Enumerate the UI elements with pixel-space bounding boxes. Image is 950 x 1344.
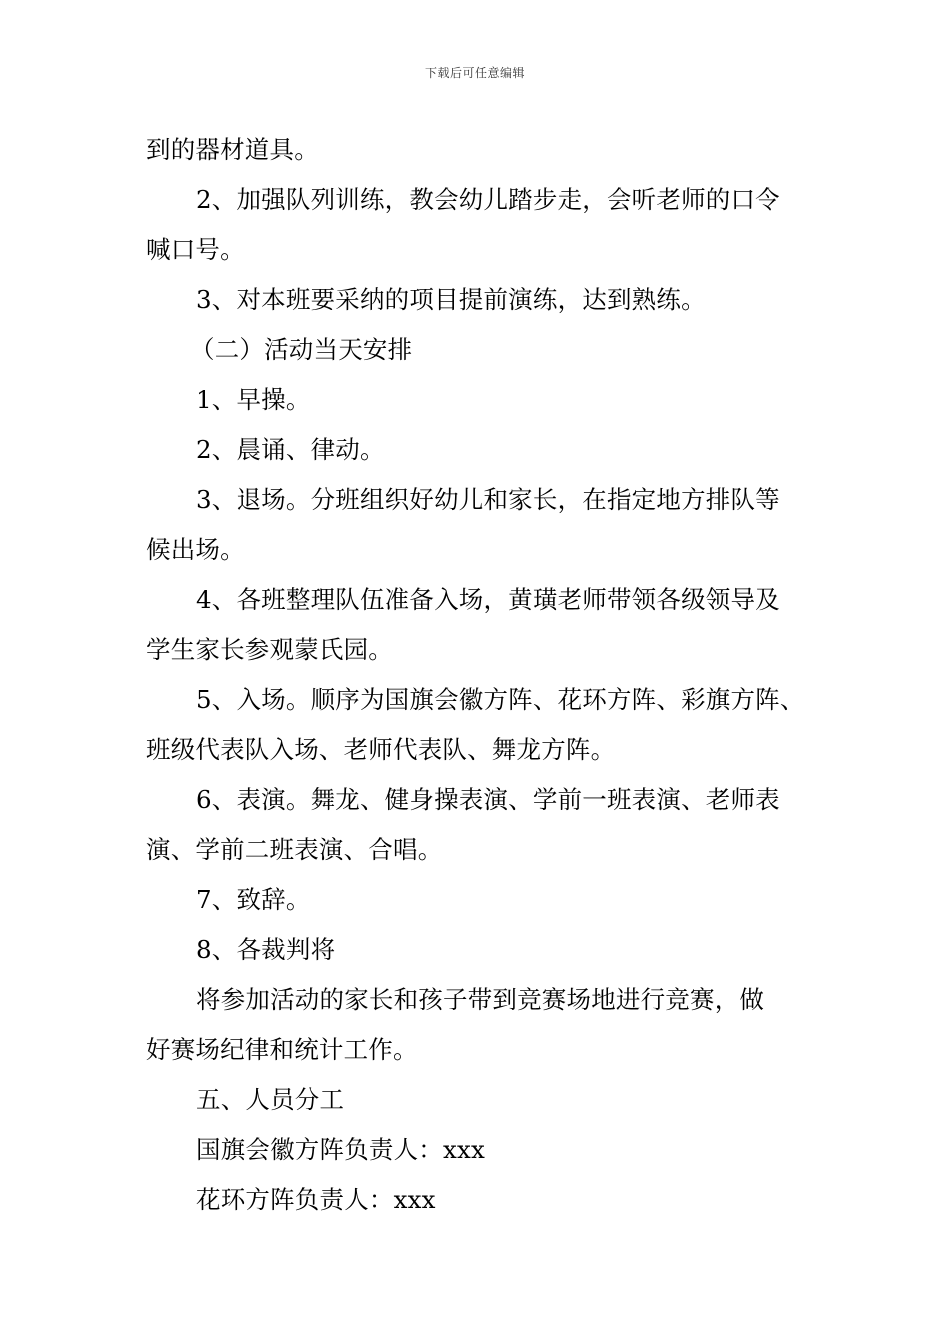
paragraph-line: 国旗会徽方阵负责人：xxx <box>196 1135 486 1164</box>
paragraph-line: 喊口号。 <box>146 235 245 264</box>
paragraph-line: 到的器材道具。 <box>146 135 319 164</box>
paragraph-line: 花环方阵负责人：xxx <box>196 1185 436 1214</box>
paragraph-line: 3、退场。分班组织好幼儿和家长，在指定地方排队等 <box>196 485 780 514</box>
document-body <box>146 125 826 1225</box>
paragraph-line: 2、加强队列训练，教会幼儿踏步走，会听老师的口令 <box>196 185 780 214</box>
paragraph-line: 演、学前二班表演、合唱。 <box>146 835 443 864</box>
paragraph-line: 班级代表队入场、老师代表队、舞龙方阵。 <box>146 735 616 764</box>
paragraph-line: 8、各裁判将 <box>196 935 336 964</box>
paragraph-line: 将参加活动的家长和孩子带到竞赛场地进行竞赛，做 <box>196 985 765 1014</box>
section-heading: （二）活动当天安排 <box>190 335 413 364</box>
paragraph-line: 学生家长参观蒙氏园。 <box>146 635 393 664</box>
section-heading: 五、人员分工 <box>196 1085 345 1114</box>
paragraph-line: 4、各班整理队伍准备入场，黄璜老师带领各级领导及 <box>196 585 780 614</box>
paragraph-line: 好赛场纪律和统计工作。 <box>146 1035 418 1064</box>
paragraph-line: 2、晨诵、律动。 <box>196 435 385 464</box>
paragraph-line: 5、入场。顺序为国旗会徽方阵、花环方阵、彩旗方阵、 <box>196 685 805 714</box>
page-header: 下载后可任意编辑 <box>424 66 525 80</box>
paragraph-line: 3、对本班要采纳的项目提前演练，达到熟练。 <box>196 285 706 314</box>
paragraph-line: 1、早操。 <box>196 385 311 414</box>
paragraph-line: 候出场。 <box>146 535 245 564</box>
paragraph-line: 7、致辞。 <box>196 885 311 914</box>
paragraph-line: 6、表演。舞龙、健身操表演、学前一班表演、老师表 <box>196 785 780 814</box>
